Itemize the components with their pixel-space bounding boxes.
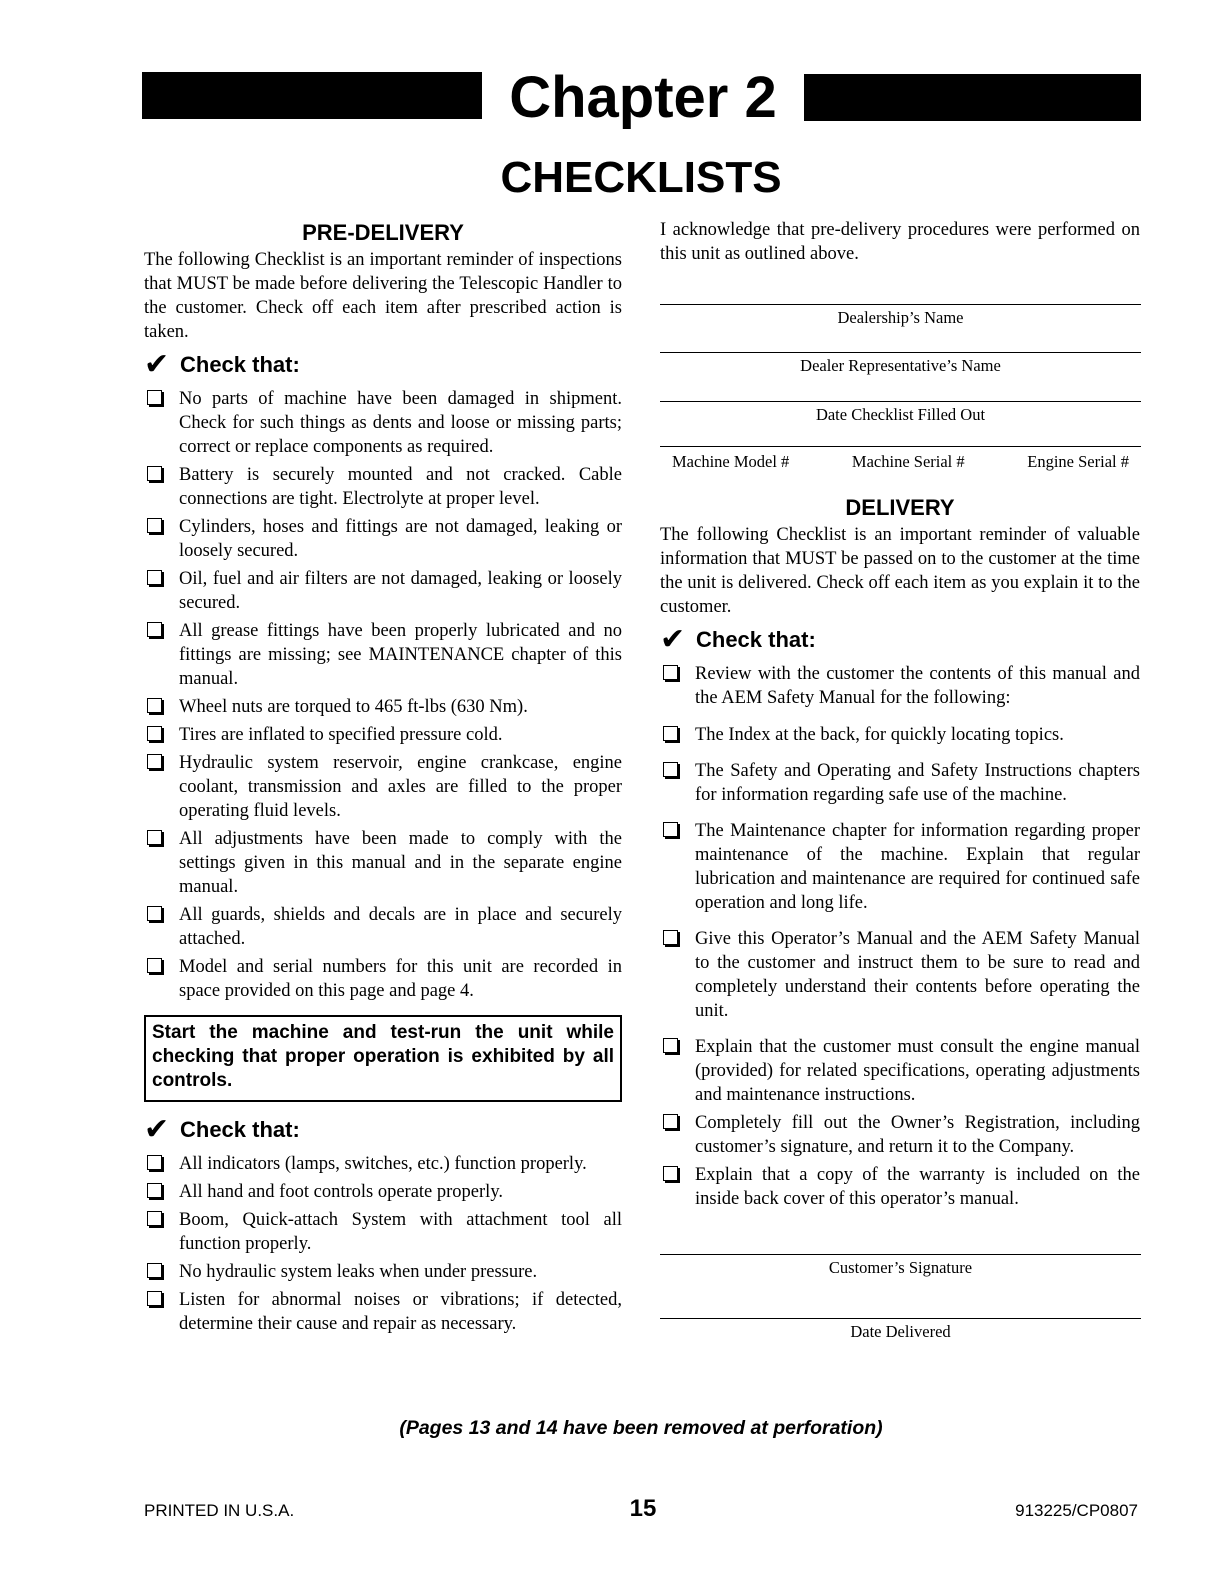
predelivery-intro: The following Checklist is an important reminder of inspections that MUST be made before delivering the Telescopic Handler to the customer. Check off each item after prescribed action is taken. [144, 250, 622, 342]
page-number: 15 [629, 1495, 657, 1522]
list-item: Explain that a copy of the warranty is included on the inside back cover of this operator’s manual. [660, 1163, 1140, 1211]
predelivery-checklist [144, 387, 622, 1003]
check-that-label: Check that: [180, 352, 300, 377]
list-item: Cylinders, hoses and fittings are not damaged, leaking or loosely secured. [144, 515, 622, 563]
list-item: No parts of machine have been damaged in shipment. Check for such things as dents and loose or missing parts; correct or replace components as required. [144, 387, 622, 459]
list-item: All grease fittings have been properly lubricated and no fittings are missing; see MAINTENANCE chapter of this manual. [144, 619, 622, 691]
list-item: All adjustments have been made to comply with the settings given in this manual and in the separate engine manual. [144, 827, 622, 899]
checkbox[interactable] [147, 518, 162, 533]
list-item: The Index at the back, for quickly locating topics. [660, 723, 1140, 747]
list-item: Give this Operator’s Manual and the AEM Safety Manual to the customer and instruct them to be sure to read and completely understand their contents before operating the unit. [660, 927, 1140, 1023]
check-that-header-2 [144, 1114, 622, 1146]
header-bar-right [804, 74, 1141, 121]
checkbox[interactable] [147, 830, 162, 845]
chapter-title: Chapter 2 [509, 65, 777, 130]
checkbox[interactable] [147, 622, 162, 637]
checkmark-icon: ✔ [144, 1112, 170, 1147]
dealer-representative-label: Dealer Representative’s Name [800, 356, 1001, 375]
checkbox[interactable] [147, 906, 162, 921]
operation-checklist [144, 1152, 622, 1336]
list-item: Battery is securely mounted and not cracked. Cable connections are tight. Electrolyte at proper level. [144, 463, 622, 511]
list-item: Listen for abnormal noises or vibrations; if detected, determine their cause and repair as necessary. [144, 1288, 622, 1336]
list-item: No hydraulic system leaks when under pressure. [144, 1260, 622, 1284]
checkmark-icon: ✔ [660, 622, 686, 657]
list-item: Boom, Quick-attach System with attachment tool all function properly. [144, 1208, 622, 1256]
machine-model-label: Machine Model # [672, 452, 790, 471]
date-filled-label: Date Checklist Filled Out [815, 405, 986, 424]
dealership-name-label: Dealership’s Name [837, 308, 964, 327]
predelivery-heading: PRE-DELIVERY [302, 220, 464, 245]
dealership-name-line[interactable] [660, 304, 1141, 329]
list-item: Oil, fuel and air filters are not damaged, leaking or loosely secured. [144, 567, 622, 615]
list-item: Model and serial numbers for this unit are recorded in space provided on this page and page 4. [144, 955, 622, 1003]
predelivery-section [144, 218, 622, 1336]
checkbox[interactable] [147, 1263, 162, 1278]
page-title: CHECKLISTS [500, 153, 782, 202]
checkbox[interactable] [147, 698, 162, 713]
acknowledge-text: I acknowledge that pre-delivery procedures were performed on this unit as outlined above. [660, 220, 1140, 264]
delivery-intro: The following Checklist is an important reminder of valuable information that MUST be passed on to the customer at the time the unit is delivered. Check off each item as you explain it to the customer. [660, 525, 1140, 617]
delivery-section [660, 493, 1140, 1211]
machine-serial-label: Machine Serial # [851, 452, 965, 471]
checkbox[interactable] [663, 726, 678, 741]
date-filled-line[interactable] [660, 401, 1141, 426]
document-code: 913225/CP0807 [1015, 1501, 1138, 1520]
list-item: Tires are inflated to specified pressure cold. [144, 723, 622, 747]
list-item: The Safety and Operating and Safety Instructions chapters for information regarding safe use of the machine. [660, 759, 1140, 807]
printed-in-label: PRINTED IN U.S.A. [144, 1501, 295, 1520]
removed-pages-note: (Pages 13 and 14 have been removed at perforation) [399, 1417, 883, 1439]
checkbox[interactable] [147, 726, 162, 741]
test-run-note: Start the machine and test-run the unit while checking that proper operation is exhibited by all controls. [144, 1015, 622, 1102]
checkbox[interactable] [663, 762, 678, 777]
checkbox[interactable] [147, 958, 162, 973]
date-delivered-line[interactable] [660, 1318, 1141, 1343]
list-item: Wheel nuts are torqued to 465 ft-lbs (630 Nm). [144, 695, 622, 719]
list-item: Explain that the customer must consult the engine manual (provided) for related specifications, operating adjustments and maintenance instructions. [660, 1035, 1140, 1107]
checkbox[interactable] [147, 570, 162, 585]
checkbox[interactable] [663, 930, 678, 945]
delivery-heading: DELIVERY [845, 495, 955, 520]
check-that-header-3 [660, 624, 1140, 656]
dealer-representative-line[interactable] [660, 352, 1141, 377]
list-item: Completely fill out the Owner’s Registration, including customer’s signature, and return it to the Company. [660, 1111, 1140, 1159]
customer-signature-label: Customer’s Signature [828, 1258, 973, 1277]
checkmark-icon: ✔ [144, 347, 170, 382]
checkbox[interactable] [147, 754, 162, 769]
checkbox[interactable] [147, 390, 162, 405]
checkbox[interactable] [147, 1183, 162, 1198]
list-item: Review with the customer the contents of this manual and the AEM Safety Manual for the following: [660, 662, 1140, 710]
list-item: Hydraulic system reservoir, engine crankcase, engine coolant, transmission and axles are filled to the proper operating fluid levels. [144, 751, 622, 823]
customer-signature-line[interactable] [660, 1254, 1141, 1279]
check-that-header [144, 349, 622, 381]
checkbox[interactable] [663, 1038, 678, 1053]
list-item: All hand and foot controls operate properly. [144, 1180, 622, 1204]
checkbox[interactable] [663, 822, 678, 837]
delivery-checklist [660, 662, 1140, 1211]
list-item: All indicators (lamps, switches, etc.) function properly. [144, 1152, 622, 1176]
checkbox[interactable] [663, 1114, 678, 1129]
list-item: All guards, shields and decals are in place and securely attached. [144, 903, 622, 951]
checkbox[interactable] [147, 1211, 162, 1226]
checkbox[interactable] [147, 466, 162, 481]
engine-serial-label: Engine Serial # [1027, 452, 1129, 471]
checkbox[interactable] [663, 1166, 678, 1181]
checkbox[interactable] [663, 665, 678, 680]
date-delivered-label: Date Delivered [850, 1322, 951, 1341]
checkbox[interactable] [147, 1155, 162, 1170]
check-that-label: Check that: [180, 1117, 300, 1142]
header-bar-left [142, 72, 482, 119]
check-that-label: Check that: [696, 627, 816, 652]
list-item: The Maintenance chapter for information regarding proper maintenance of the machine. Explain that regular lubrication and maintenance are required for continued safe operation and long life. [660, 819, 1140, 915]
checkbox[interactable] [147, 1291, 162, 1306]
acknowledge-section [660, 218, 1140, 266]
machine-info-line[interactable] [660, 446, 1141, 473]
